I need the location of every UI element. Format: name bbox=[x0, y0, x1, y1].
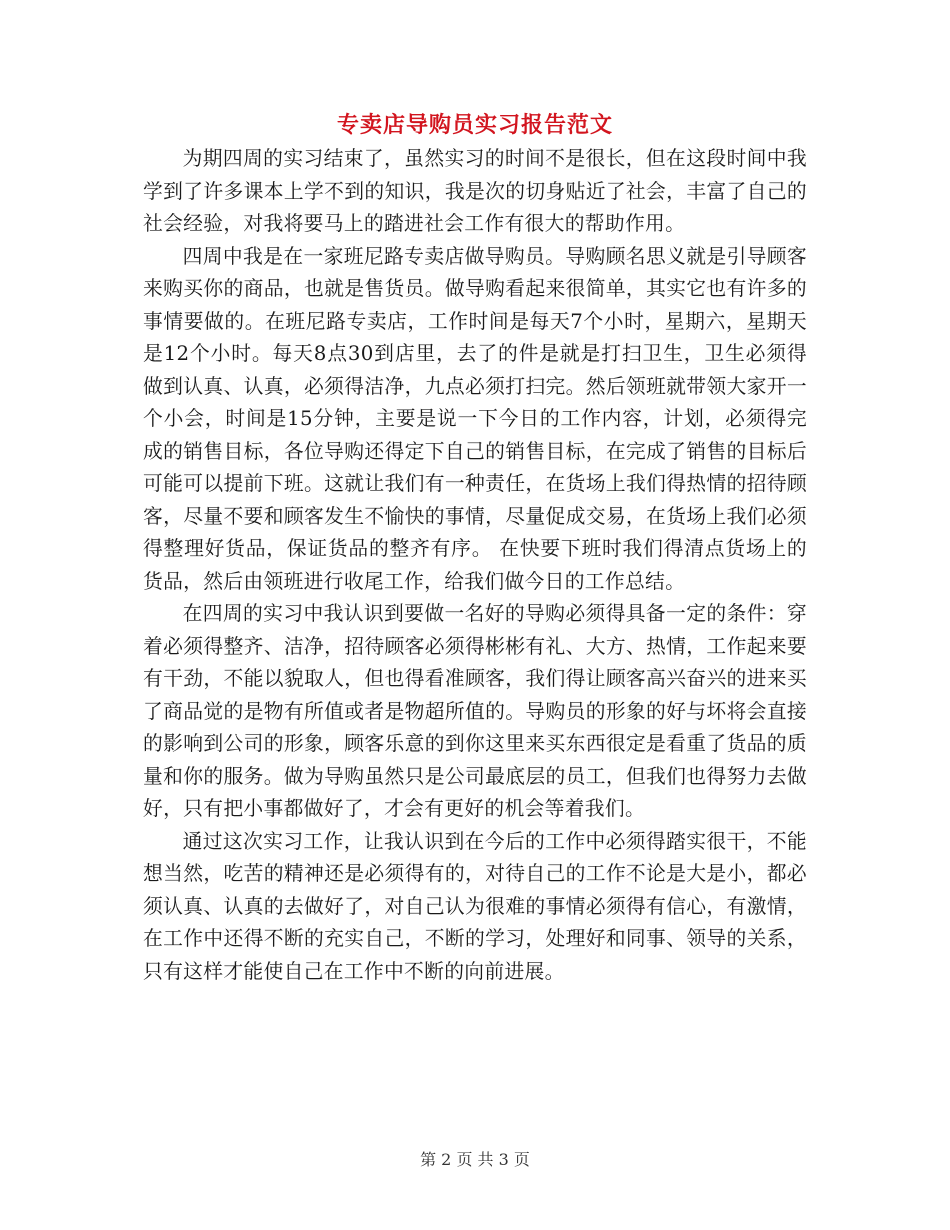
document-body bbox=[143, 143, 807, 988]
paragraph-4: 通过这次实习工作，让我认识到在今后的工作中必须得踏实很干，不能想当然，吃苦的精神还是必须得有的，对待自己的工作不论是大是小，都必须认真、认真的去做好了，对自己认为很难的事情必须得有信心，有激情，在工作中还得不断的充实自己，不断的学习，处理好和同事、领导的关系，只有这样才能使自己在工作中不断的向前进展。 bbox=[143, 829, 807, 983]
paragraph-2: 四周中我是在一家班尼路专卖店做导购员。导购顾名思义就是引导顾客来购买你的商品，也就是售货员。做导购看起来很简单，其实它也有许多的事情要做的。在班尼路专卖店，工作时间是每天7个小时，星期六，星期天是12个小时。每天8点30到店里，去了的件是就是打扫卫生，卫生必须得做到认真、认真，必须得洁净，九点必须打扫完。然后领班就带领大家开一个小会，时间是15分钟，主要是说一下今日的工作内容，计划，必须得完成的销售目标，各位导购还得定下自己的销售目标，在完成了销售的目标后可能可以提前下班。这就让我们有一种责任，在货场上我们得热情的招待顾客，尽量不要和顾客发生不愉快的事情，尽量促成交易，在货场上我们必须得整理好货品，保证货品的整齐有序。 在快要下班时我们得清点货场上的货品，然后由领班进行收尾工作，给我们做今日的工作总结。 bbox=[143, 244, 807, 593]
document-title: 专卖店导购员实习报告范文 bbox=[336, 113, 613, 138]
paragraph-3: 在四周的实习中我认识到要做一名好的导购必须得具备一定的条件：穿着必须得整齐、洁净，招待顾客必须得彬彬有礼、大方、热情，工作起来要有干劲，不能以貌取人，但也得看准顾客，我们得让顾客高兴奋兴的进来买了商品觉的是物有所值或者是物超所值的。导购员的形象的好与坏将会直接的影响到公司的形象，顾客乐意的到你这里来买东西很定是看重了货品的质量和你的服务。做为导购虽然只是公司最底层的员工，但我们也得努力去做好，只有把小事都做好了，才会有更好的机会等着我们。 bbox=[143, 602, 807, 820]
paragraph-1: 为期四周的实习结束了，虽然实习的时间不是很长，但在这段时间中我学到了许多课本上学不到的知识，我是次的切身贴近了社会，丰富了自己的社会经验，对我将要马上的踏进社会工作有很大的帮助作用。 bbox=[143, 147, 807, 235]
page-footer: 第 2 页 共 3 页 bbox=[420, 1150, 530, 1169]
